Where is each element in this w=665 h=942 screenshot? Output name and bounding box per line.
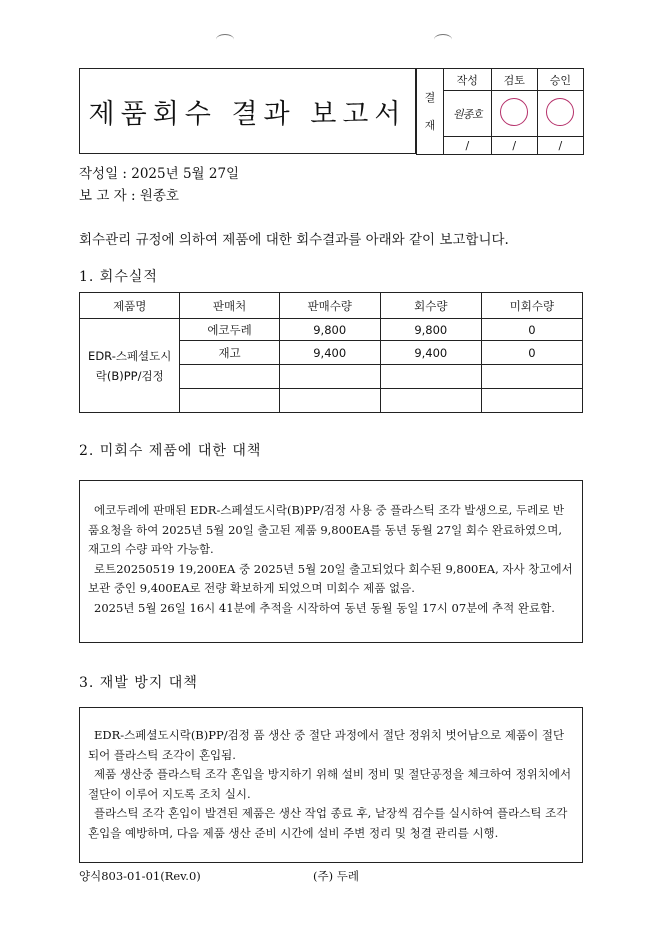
- section3-heading: 3. 재발 방지 대책: [79, 675, 198, 691]
- punch-hole-right: [434, 34, 452, 45]
- section2-box: [79, 480, 583, 643]
- approval-header-approve: 승인: [537, 69, 583, 91]
- unrecalled-cell: 0: [481, 341, 582, 365]
- approve-stamp-cell: [537, 91, 583, 137]
- sold-cell: [279, 365, 380, 389]
- recalled-cell: [380, 389, 481, 413]
- vendor-cell: [180, 389, 279, 413]
- sold-cell: 9,400: [279, 341, 380, 365]
- form-number: 양식803-01-01(Rev.0): [79, 869, 201, 883]
- col-header-product: 제품명: [80, 293, 180, 319]
- recalled-cell: 9,400: [380, 341, 481, 365]
- recall-results-table: [79, 292, 583, 413]
- approval-header-write: 작성: [444, 69, 492, 91]
- signature-cell: [444, 91, 492, 137]
- section3-paragraph: 제품 생산중 플라스틱 조각 혼입을 방지하기 위해 설비 정비 및 절단공정을 체크하여 정위치에서 절단이 이루어 지도록 조치 실시.: [88, 767, 572, 801]
- col-header-unrecalled: 미회수량: [481, 293, 582, 319]
- approval-date-review: /: [491, 137, 537, 155]
- vendor-cell: 재고: [180, 341, 279, 365]
- approval-date-write: /: [444, 137, 492, 155]
- approval-date-approve: /: [537, 137, 583, 155]
- col-header-recalled: 회수량: [380, 293, 481, 319]
- product-name-cell: EDR-스페셜도시락(B)PP/검정: [80, 319, 180, 413]
- approval-table: [416, 68, 584, 155]
- col-header-sold: 판매수량: [279, 293, 380, 319]
- section2-paragraph: 2025년 5월 26일 16시 41분에 추적을 시작하여 동년 동월 동일 17시 07분에 추적 완료함.: [94, 600, 555, 615]
- review-seal-stamp: [500, 98, 528, 126]
- unrecalled-cell: 0: [481, 319, 582, 341]
- report-date: 작성일 : 2025년 5월 27일: [79, 166, 240, 182]
- reporter-line: 보 고 자 : 원종호: [79, 188, 179, 204]
- unrecalled-cell: [481, 365, 582, 389]
- sold-cell: 9,800: [279, 319, 380, 341]
- section3-paragraph: EDR-스페셜도시락(B)PP/검정 품 생산 중 절단 과정에서 절단 정위치 벗어남으로 제품이 절단되어 플라스틱 조각이 혼입됨.: [88, 728, 565, 762]
- recalled-cell: 9,800: [380, 319, 481, 341]
- section2-paragraph: 에코두레에 판매된 EDR-스페셜도시락(B)PP/검정 사용 중 플라스틱 조각 발생으로, 두레로 반품요청을 하여 2025년 5월 20일 출고된 제품 9,800EA를 동년 동월 27일 회수 완료하였으며, 재고의 수량 파악 가능함.: [88, 503, 565, 556]
- section1-heading: 1. 회수실적: [79, 269, 158, 285]
- review-stamp-cell: [491, 91, 537, 137]
- sold-cell: [279, 389, 380, 413]
- table-row: [80, 319, 583, 341]
- document-title: 제품회수 결과 보고서: [79, 68, 416, 154]
- approval-side-label: 결 재: [417, 69, 444, 155]
- recalled-cell: [380, 365, 481, 389]
- vendor-cell: [180, 365, 279, 389]
- vendor-cell: 에코두레: [180, 319, 279, 341]
- section3-paragraph: 플라스틱 조각 혼입이 발견된 제품은 생산 작업 종료 후, 낱장씩 검수를 실시하여 플라스틱 조각 혼입을 예방하며, 다음 제품 생산 준비 시간에 설비 주변 정리 및 청결 관리를 시행.: [88, 806, 568, 840]
- handwritten-signature: 원종호: [452, 107, 482, 121]
- section3-box: [79, 707, 583, 863]
- approval-header-review: 검토: [491, 69, 537, 91]
- approve-seal-stamp: [546, 98, 574, 126]
- section2-paragraph: 로트20250519 19,200EA 중 2025년 5월 20일 출고되었다 회수된 9,800EA, 자사 창고에서 보관 중인 9,400EA로 전량 확보하게 되었으며 미회수 제품 없음.: [88, 561, 573, 595]
- section2-heading: 2. 미회수 제품에 대한 대책: [79, 443, 262, 459]
- intro-text: 회수관리 규정에 의하여 제품에 대한 회수결과를 아래와 같이 보고합니다.: [79, 232, 509, 248]
- table-header-row: [80, 293, 583, 319]
- company-name: (주) 두레: [313, 869, 359, 883]
- unrecalled-cell: [481, 389, 582, 413]
- col-header-vendor: 판매처: [180, 293, 279, 319]
- punch-hole-left: [216, 34, 234, 45]
